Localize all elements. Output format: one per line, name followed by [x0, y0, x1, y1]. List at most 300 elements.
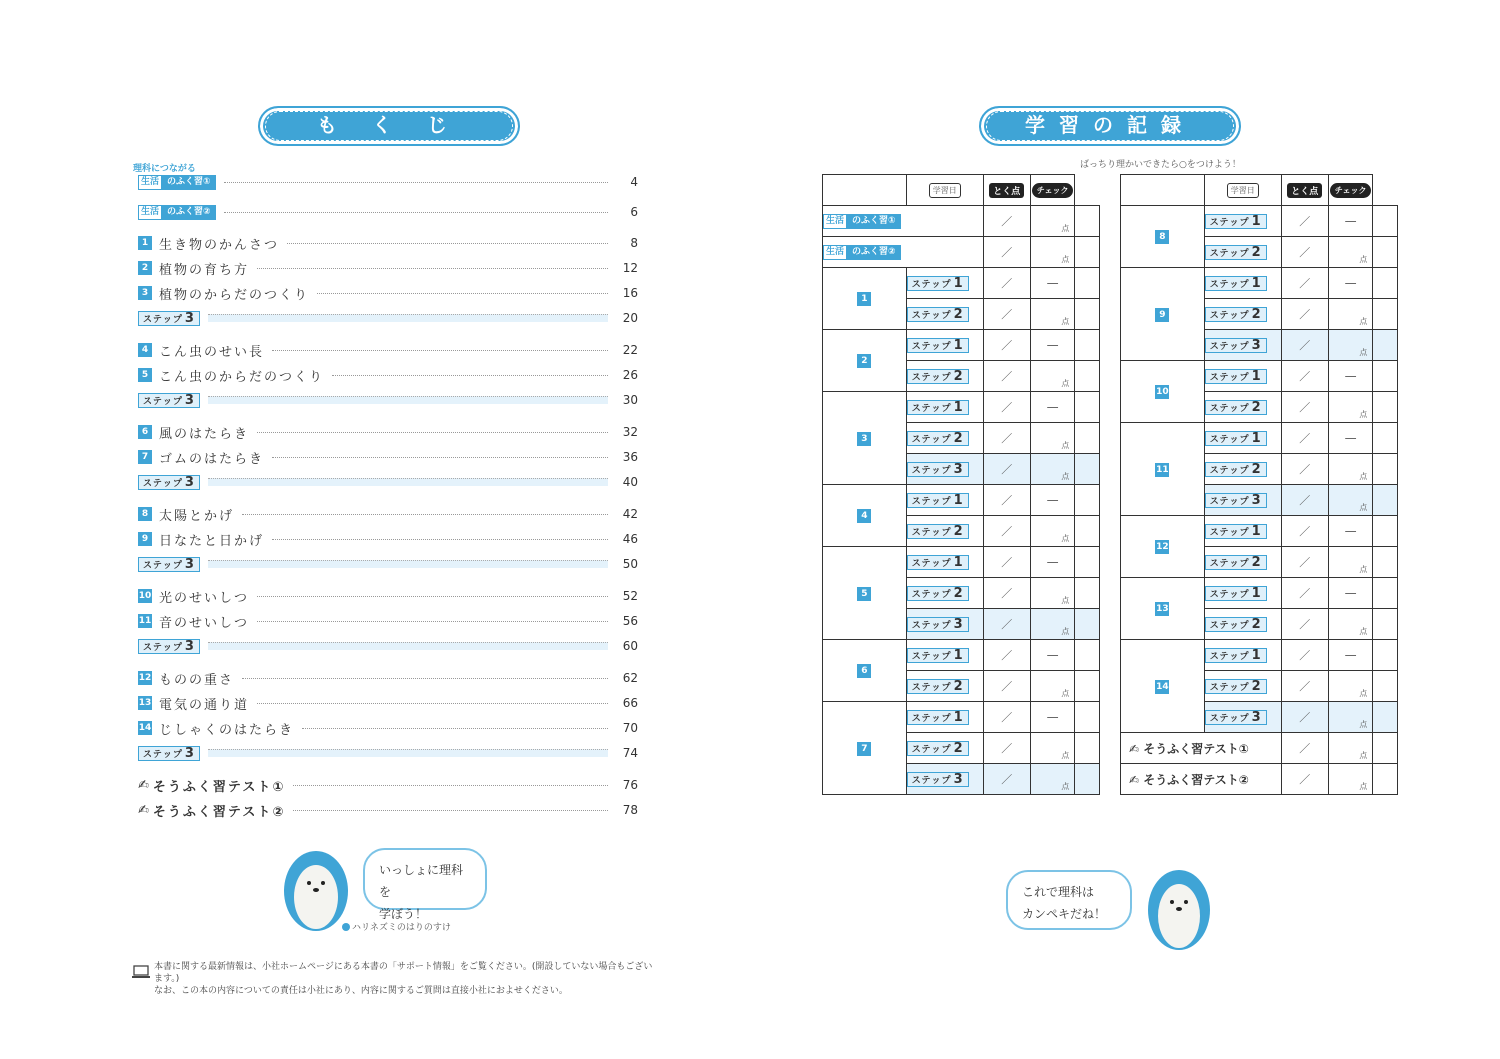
step-row	[1121, 206, 1398, 237]
step-label-cell	[906, 485, 983, 516]
toc-page: 12	[622, 261, 638, 275]
unit-number-cell	[1121, 268, 1205, 361]
speech-bubble-right	[1006, 870, 1132, 930]
step-label-cell	[906, 547, 983, 578]
date-cell: ／	[1281, 423, 1328, 454]
step-label-cell	[1204, 702, 1281, 733]
step-tag: ステップ 3	[1205, 338, 1267, 353]
date-cell: ／	[1281, 640, 1328, 671]
life-review-tag	[823, 214, 901, 229]
toc-row	[138, 390, 638, 410]
step-label-cell	[1204, 330, 1281, 361]
step-tag: ステップ 2	[907, 369, 969, 384]
toc-row	[138, 422, 638, 442]
record-note	[1080, 157, 1241, 170]
check-cell	[1373, 454, 1398, 485]
toc-page: 20	[622, 311, 638, 325]
record-table-2	[1120, 174, 1398, 795]
step-number: 2	[953, 740, 964, 756]
step-tag: ステップ 3	[138, 639, 200, 654]
dash-mark: —	[1046, 648, 1059, 662]
toc-row-life	[138, 202, 638, 222]
step-number: 3	[184, 638, 195, 654]
chapter-number-badge: 10	[138, 591, 152, 601]
step-label-cell	[1204, 206, 1281, 237]
date-cell: ／	[1281, 547, 1328, 578]
life-review-row	[823, 206, 1100, 237]
dash-mark: —	[1046, 493, 1059, 507]
toc-page: 70	[622, 721, 638, 735]
dash-mark: —	[1344, 276, 1357, 290]
check-cell	[1075, 671, 1100, 702]
toc-row	[138, 283, 638, 303]
toc-page: 66	[622, 696, 638, 710]
bullet-icon	[342, 923, 350, 931]
score-cell	[1030, 485, 1075, 516]
check-cell	[1373, 392, 1398, 423]
toc-page: 36	[622, 450, 638, 464]
check-cell	[1075, 423, 1100, 454]
date-cell: ／	[983, 392, 1030, 423]
unit-number-badge: 9	[1155, 308, 1169, 322]
date-cell: ／	[1281, 702, 1328, 733]
date-cell: ／	[1281, 392, 1328, 423]
step-number: 1	[953, 709, 964, 725]
chapter-number-badge: 11	[138, 616, 152, 626]
life-review-tag	[138, 205, 216, 220]
step-row	[1121, 361, 1398, 392]
score-cell	[1030, 702, 1075, 733]
toc-leader	[257, 432, 608, 433]
life-label: のふく習①	[847, 214, 901, 229]
score-cell: 点	[1328, 392, 1373, 423]
step-tag: ステップ 3	[138, 311, 200, 326]
toc-page: 56	[622, 614, 638, 628]
step-number: 2	[1251, 554, 1262, 570]
step-number: 2	[953, 430, 964, 446]
date-cell: ／	[983, 578, 1030, 609]
unit-number-cell	[1121, 361, 1205, 423]
step-tag: ステップ 2	[1205, 307, 1267, 322]
date-cell: ／	[1281, 516, 1328, 547]
score-cell: 点	[1328, 764, 1373, 795]
step-tag: ステップ 1	[907, 555, 969, 570]
step-row	[1121, 516, 1398, 547]
dash-mark: —	[1344, 648, 1357, 662]
step-number: 2	[1251, 616, 1262, 632]
chapter-number-badge: 8	[138, 507, 152, 521]
check-cell	[1075, 702, 1100, 733]
score-cell: 点	[1030, 206, 1075, 237]
step-tag: ステップ 1	[907, 493, 969, 508]
step-row	[823, 268, 1100, 299]
step-label-cell	[1204, 392, 1281, 423]
unit-number-badge: 13	[1156, 604, 1169, 614]
date-cell: ／	[1281, 237, 1328, 268]
toc-row	[138, 693, 638, 713]
check-cell	[1373, 361, 1398, 392]
score-cell: 点	[1030, 237, 1075, 268]
score-cell	[1030, 330, 1075, 361]
step-row	[823, 640, 1100, 671]
toc-page: 8	[630, 236, 638, 250]
score-cell	[1328, 516, 1373, 547]
check-cell	[1075, 516, 1100, 547]
step3-highlight	[208, 642, 608, 650]
chapter-title: 生き物のかんさつ	[159, 237, 280, 253]
step-tag: ステップ 3	[138, 393, 200, 408]
bubble-text-1: いっしょに理科を	[379, 863, 464, 899]
date-cell: ／	[983, 671, 1030, 702]
toc-leader	[257, 596, 608, 597]
check-cell	[1373, 702, 1398, 733]
step-number: 3	[184, 474, 195, 490]
score-cell	[1328, 268, 1373, 299]
step-tag: ステップ 1	[907, 400, 969, 415]
step-label-cell	[1204, 516, 1281, 547]
check-cell	[1373, 206, 1398, 237]
step-label-cell	[1204, 485, 1281, 516]
speech-bubble-left	[363, 848, 487, 921]
toc-leader	[302, 728, 608, 729]
score-cell: 点	[1030, 733, 1075, 764]
life-kanji: 生活	[823, 245, 847, 260]
step-row	[1121, 268, 1398, 299]
chapter-title: 光のせいしつ	[159, 590, 250, 606]
step-label-cell	[906, 454, 983, 485]
toc-row	[138, 340, 638, 360]
step-number: 3	[1251, 492, 1262, 508]
dash-mark: —	[1344, 214, 1357, 228]
check-cell	[1075, 578, 1100, 609]
step-number: 1	[1251, 213, 1262, 229]
test-title: そうふく習テスト①	[152, 779, 286, 795]
step-tag: ステップ 2	[1205, 555, 1267, 570]
date-cell: ／	[1281, 454, 1328, 485]
check-cell	[1075, 299, 1100, 330]
step-number: 2	[1251, 678, 1262, 694]
date-cell: ／	[983, 609, 1030, 640]
check-cell	[1075, 361, 1100, 392]
score-cell: 点	[1030, 764, 1075, 795]
check-cell	[1373, 640, 1398, 671]
bubble-text-r2: カンペキだね！	[1022, 907, 1107, 921]
unit-number-cell	[823, 330, 907, 392]
step-number: 1	[1251, 523, 1262, 539]
date-cell: ／	[983, 237, 1030, 268]
step-tag: ステップ 1	[907, 276, 969, 291]
record-title-banner	[979, 106, 1241, 146]
life-kanji: 生活	[138, 205, 162, 220]
unit-number-cell	[823, 268, 907, 330]
date-cell: ／	[1281, 485, 1328, 516]
chapter-title: 風のはたらき	[159, 426, 250, 442]
chapter-number-badge: 7	[138, 450, 152, 464]
chapter-number-badge: 12	[138, 673, 152, 683]
score-cell	[1328, 206, 1373, 237]
life-review-tag	[138, 175, 216, 190]
check-cell	[1373, 578, 1398, 609]
step3-highlight	[208, 749, 608, 757]
mascot-caption	[342, 920, 451, 933]
step-label-cell	[906, 361, 983, 392]
chapter-number-badge: 4	[138, 343, 152, 357]
dash-mark: —	[1046, 710, 1059, 724]
date-badge: 学習日	[1227, 183, 1259, 198]
step-tag: ステップ 2	[907, 741, 969, 756]
step-number: 1	[1251, 430, 1262, 446]
test-row	[1121, 764, 1398, 795]
chapter-number-badge: 6	[138, 425, 152, 439]
toc-leader	[224, 212, 608, 213]
toc-row	[138, 472, 638, 492]
step-label-cell	[1204, 237, 1281, 268]
toc-leader	[224, 182, 608, 183]
step-label-cell	[1204, 268, 1281, 299]
step3-highlight	[208, 396, 608, 404]
step-row	[1121, 578, 1398, 609]
step-number: 3	[953, 616, 964, 632]
chapter-title: 日なたと日かげ	[159, 533, 265, 549]
toc-page: 50	[622, 557, 638, 571]
step-number: 1	[953, 554, 964, 570]
step3-highlight	[208, 314, 608, 322]
toc-page: 52	[622, 589, 638, 603]
chapter-title: 植物の育ち方	[159, 262, 250, 278]
chapter-number-badge: 3	[138, 286, 152, 300]
chapter-number-badge: 13	[138, 698, 152, 708]
step-tag: ステップ 3	[138, 475, 200, 490]
step-number: 1	[1251, 585, 1262, 601]
dash-mark: —	[1344, 524, 1357, 538]
toc-leader	[242, 678, 608, 679]
step-number: 3	[184, 745, 195, 761]
step-tag: ステップ 1	[1205, 524, 1267, 539]
unit-number-badge: 4	[857, 509, 871, 523]
dash-mark: —	[1046, 555, 1059, 569]
step-label-cell	[1204, 640, 1281, 671]
step-tag: ステップ 2	[1205, 462, 1267, 477]
toc-page: 30	[622, 393, 638, 407]
step-number: 2	[1251, 244, 1262, 260]
step-tag: ステップ 1	[907, 710, 969, 725]
toc-page: 76	[622, 778, 638, 792]
step-label-cell	[906, 392, 983, 423]
header-score	[983, 175, 1030, 206]
pencil-icon: ✍	[1129, 741, 1144, 756]
date-cell: ／	[1281, 299, 1328, 330]
chapter-title: ものの重さ	[159, 672, 235, 688]
step-label-cell	[1204, 609, 1281, 640]
check-badge: チェック	[1330, 183, 1372, 198]
date-cell: ／	[983, 764, 1030, 795]
toc-page: 22	[622, 343, 638, 357]
score-badge: とく点	[1287, 183, 1322, 198]
date-cell: ／	[1281, 609, 1328, 640]
score-badge: とく点	[989, 183, 1024, 198]
unit-number-badge: 3	[857, 432, 871, 446]
toc-kicker: 理科につながる	[133, 164, 196, 174]
check-cell	[1075, 485, 1100, 516]
toc-row	[138, 365, 638, 385]
check-cell	[1075, 609, 1100, 640]
toc-row	[138, 743, 638, 763]
check-cell	[1075, 392, 1100, 423]
date-cell: ／	[1281, 361, 1328, 392]
table-header-row	[823, 175, 1100, 206]
hedgehog-mascot-right-icon	[1144, 862, 1214, 954]
step-row	[1121, 640, 1398, 671]
unit-number-cell	[823, 485, 907, 547]
toc-leader	[257, 621, 608, 622]
toc-page: 32	[622, 425, 638, 439]
score-cell: 点	[1030, 454, 1075, 485]
header-score	[1281, 175, 1328, 206]
step-tag: ステップ 2	[907, 586, 969, 601]
step-label-cell	[906, 423, 983, 454]
step-number: 3	[184, 392, 195, 408]
test-row	[1121, 733, 1398, 764]
toc-row	[138, 233, 638, 253]
unit-number-cell	[1121, 578, 1205, 640]
step-tag: ステップ 3	[138, 746, 200, 761]
score-cell	[1328, 640, 1373, 671]
step-row	[823, 547, 1100, 578]
score-cell: 点	[1030, 516, 1075, 547]
test-title: そうふく習テスト②	[152, 804, 286, 820]
toc-leader	[272, 457, 608, 458]
toc-page: 16	[622, 286, 638, 300]
unit-number-cell	[823, 640, 907, 702]
date-cell: ／	[983, 330, 1030, 361]
toc-leader	[332, 375, 608, 376]
chapter-title: 太陽とかげ	[159, 508, 235, 524]
step-label-cell	[906, 764, 983, 795]
test-label-cell	[1121, 764, 1282, 795]
date-cell: ／	[1281, 733, 1328, 764]
toc-row	[138, 636, 638, 656]
check-cell	[1373, 671, 1398, 702]
record-table-1	[822, 174, 1100, 795]
step-number: 1	[1251, 275, 1262, 291]
dash-mark: —	[1046, 400, 1059, 414]
toc-page: 60	[622, 639, 638, 653]
toc-page: 46	[622, 532, 638, 546]
step-tag: ステップ 1	[907, 338, 969, 353]
step-label-cell	[906, 702, 983, 733]
life-label-cell	[823, 237, 984, 268]
chapter-title: 植物のからだのつくり	[159, 287, 310, 303]
date-cell: ／	[983, 454, 1030, 485]
step-tag: ステップ 3	[907, 462, 969, 477]
unit-number-cell	[1121, 516, 1205, 578]
step-label-cell	[906, 268, 983, 299]
check-cell	[1373, 547, 1398, 578]
unit-number-badge: 7	[857, 742, 871, 756]
date-cell: ／	[983, 361, 1030, 392]
step-tag: ステップ 2	[907, 431, 969, 446]
dash-mark: —	[1344, 369, 1357, 383]
toc-row-life	[138, 172, 638, 192]
date-cell: ／	[983, 485, 1030, 516]
pencil-icon: ✍	[138, 777, 149, 793]
step-number: 2	[1251, 306, 1262, 322]
life-label: のふく習②	[847, 245, 901, 260]
chapter-number-badge: 2	[138, 261, 152, 275]
test-label: そうふく習テスト①	[1143, 741, 1249, 756]
check-cell	[1373, 268, 1398, 299]
check-cell	[1075, 330, 1100, 361]
check-cell	[1373, 733, 1398, 764]
computer-icon	[131, 964, 151, 980]
step-row	[823, 485, 1100, 516]
check-badge: チェック	[1032, 183, 1074, 198]
unit-number-badge: 10	[1156, 387, 1169, 397]
header-date	[906, 175, 983, 206]
toc-page: 40	[622, 475, 638, 489]
step-number: 2	[1251, 399, 1262, 415]
score-cell	[1030, 640, 1075, 671]
dash-mark: —	[1046, 338, 1059, 352]
pencil-icon: ✍	[1129, 772, 1144, 787]
life-label: のふく習②	[162, 205, 216, 220]
step-label-cell	[1204, 423, 1281, 454]
step-tag: ステップ 2	[1205, 617, 1267, 632]
score-cell: 点	[1328, 485, 1373, 516]
date-cell: ／	[983, 702, 1030, 733]
score-cell: 点	[1030, 299, 1075, 330]
step-tag: ステップ 1	[1205, 276, 1267, 291]
step-tag: ステップ 1	[907, 648, 969, 663]
toc-leader	[257, 268, 608, 269]
chapter-title: 電気の通り道	[159, 697, 250, 713]
step-number: 2	[953, 523, 964, 539]
date-cell: ／	[1281, 578, 1328, 609]
check-cell	[1373, 609, 1398, 640]
check-cell	[1373, 237, 1398, 268]
step-label-cell	[906, 516, 983, 547]
toc-leader	[257, 703, 608, 704]
dash-mark: —	[1344, 586, 1357, 600]
date-cell: ／	[983, 640, 1030, 671]
check-cell	[1075, 268, 1100, 299]
step-tag: ステップ 3	[138, 557, 200, 572]
unit-number-cell	[823, 392, 907, 485]
check-cell	[1075, 454, 1100, 485]
date-badge: 学習日	[929, 183, 961, 198]
score-cell: 点	[1030, 361, 1075, 392]
toc-leader	[293, 785, 608, 786]
toc-leader	[317, 293, 608, 294]
step-number: 3	[184, 556, 195, 572]
step-number: 2	[953, 306, 964, 322]
step-number: 2	[953, 368, 964, 384]
step-label-cell	[1204, 578, 1281, 609]
check-cell	[1373, 516, 1398, 547]
step-number: 2	[953, 678, 964, 694]
bubble-text-2: 学ぼう！	[379, 907, 428, 921]
step-number: 1	[953, 337, 964, 353]
check-cell	[1075, 237, 1100, 268]
toc-row	[138, 586, 638, 606]
step-tag: ステップ 2	[1205, 245, 1267, 260]
score-cell: 点	[1328, 609, 1373, 640]
chapter-title: じしゃくのはたらき	[159, 722, 295, 738]
date-cell: ／	[983, 268, 1030, 299]
toc-leader	[287, 243, 608, 244]
record-page	[750, 0, 1500, 1059]
step-tag: ステップ 2	[1205, 679, 1267, 694]
